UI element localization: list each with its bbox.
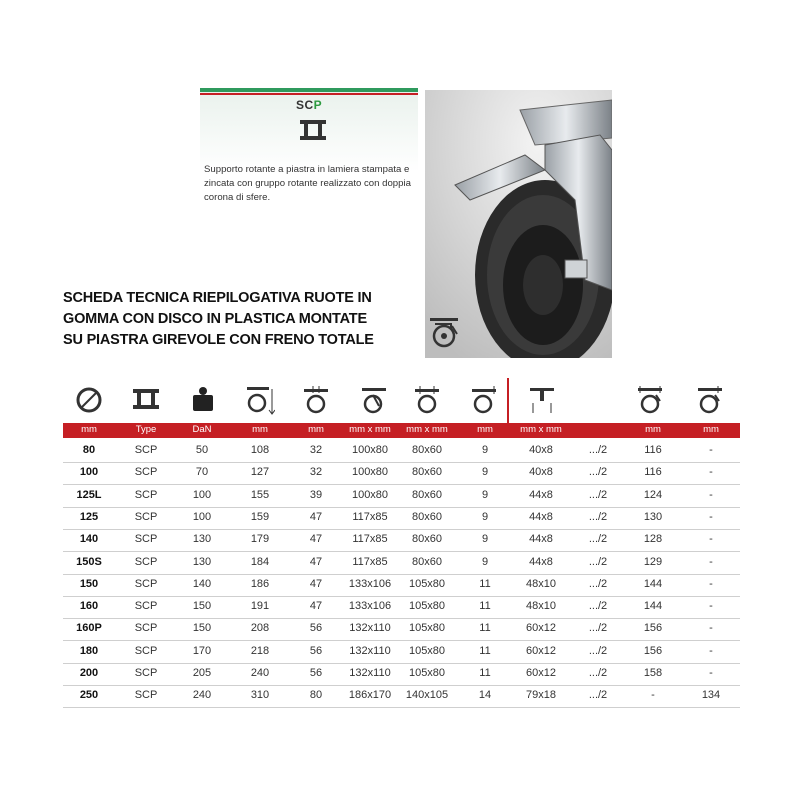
table-cell: 44x8 — [529, 510, 553, 523]
table-cell: 100x80 — [351, 466, 389, 479]
header-cell: DaN — [192, 424, 212, 435]
table-cell: 11 — [479, 644, 491, 657]
table-cell: - — [709, 667, 713, 679]
table-cell: 80 — [309, 689, 323, 702]
table-cell: 50 — [195, 444, 209, 456]
table-cell: 40x8 — [529, 444, 553, 456]
plate-size-icon — [360, 385, 390, 417]
wheel-size-cell: 160P — [76, 622, 102, 635]
table-cell: - — [709, 600, 713, 613]
table-cell: 9 — [481, 444, 489, 456]
table-cell: SCP — [134, 689, 158, 702]
table-cell: 47 — [309, 533, 323, 546]
table-cell: 60x12 — [526, 644, 556, 657]
table-cell: 44x8 — [529, 533, 553, 546]
table-row — [63, 685, 740, 708]
header-cell: mm x mm — [406, 424, 448, 435]
table-cell: 117x85 — [352, 533, 388, 546]
table-cell: 130 — [192, 533, 212, 546]
table-cell: .../2 — [588, 466, 608, 479]
table-cell: 9 — [481, 510, 489, 523]
table-cell: 40x8 — [529, 466, 553, 479]
header-cell: mm — [703, 424, 719, 435]
bolt-hole-icon — [527, 385, 557, 417]
wheel-size-cell: 80 — [82, 444, 96, 456]
table-cell: .../2 — [588, 444, 608, 456]
table-cell: 150 — [192, 600, 212, 613]
product-code — [296, 98, 322, 112]
table-cell: 11 — [479, 600, 491, 613]
table-cell: SCP — [134, 488, 158, 501]
table-cell: - — [709, 510, 713, 523]
table-cell: .../2 — [588, 510, 608, 523]
table-cell: .../2 — [588, 600, 608, 613]
table-cell: SCP — [134, 644, 158, 657]
brake-offset-icon — [696, 385, 726, 417]
table-cell: 11 — [479, 622, 491, 635]
table-cell: SCP — [134, 533, 158, 546]
table-cell: 100x80 — [351, 488, 389, 501]
wheel-size-cell: 250 — [79, 689, 99, 702]
table-cell: 105x80 — [408, 667, 446, 679]
table-cell: 100 — [192, 488, 212, 501]
header-cell: Type — [135, 424, 157, 435]
table-cell: 132x110 — [349, 644, 391, 657]
product-description: Supporto rotante a piastra in lamiera stampata e zincata con gruppo rotante realizzato con doppia corona di sfere. — [204, 164, 411, 203]
table-row — [63, 485, 740, 508]
table-cell: 127 — [250, 466, 270, 479]
table-cell: 240 — [250, 667, 270, 679]
table-cell: 129 — [643, 555, 663, 568]
table-cell: 47 — [309, 600, 323, 613]
table-cell: 47 — [309, 510, 323, 523]
table-cell: 155 — [250, 488, 270, 501]
table-cell: .../2 — [588, 577, 608, 590]
header-cell: mm x mm — [349, 424, 391, 435]
sheet-title-line-2: GOMMA CON DISCO IN PLASTICA MONTATE — [63, 311, 367, 327]
table-cell: 9 — [481, 533, 489, 546]
wheel-size-cell: 150S — [76, 555, 102, 568]
table-cell: 158 — [643, 667, 663, 679]
table-row — [63, 507, 740, 530]
table-cell: 105x80 — [408, 577, 446, 590]
table-cell: 44x8 — [529, 488, 553, 501]
table-cell: 156 — [643, 644, 663, 657]
column-separator — [507, 378, 509, 424]
wheel-size-cell: 150 — [79, 577, 99, 590]
table-cell: 150 — [192, 622, 212, 635]
table-cell: 47 — [309, 577, 323, 590]
table-row — [63, 663, 740, 686]
table-cell: 70 — [195, 466, 209, 479]
table-cell: 117x85 — [352, 510, 388, 523]
table-cell: 124 — [643, 488, 663, 501]
table-header — [63, 423, 740, 438]
table-cell: - — [709, 488, 713, 501]
table-cell: 56 — [309, 622, 323, 635]
table-cell: .../2 — [588, 555, 608, 568]
table-row — [63, 574, 740, 597]
header-cell: mm — [308, 424, 324, 435]
table-cell: 11 — [479, 667, 491, 679]
table-cell: 134 — [701, 689, 721, 702]
header-cell: mm — [477, 424, 493, 435]
table-cell: 116 — [644, 444, 662, 456]
table-cell: - — [709, 466, 713, 479]
table-cell: 179 — [250, 533, 270, 546]
table-cell: 128 — [643, 533, 663, 546]
table-cell: 47 — [309, 555, 323, 568]
table-cell: 60x12 — [526, 667, 556, 679]
table-cell: 191 — [250, 600, 270, 613]
table-cell: SCP — [134, 510, 158, 523]
table-cell: - — [709, 577, 713, 590]
wheel-size-cell: 200 — [79, 667, 99, 679]
table-cell: .../2 — [588, 689, 608, 702]
table-cell: 9 — [481, 488, 489, 501]
table-cell: - — [709, 644, 713, 657]
table-cell: 186x170 — [348, 689, 392, 702]
total-brake-icon — [427, 314, 463, 350]
table-cell: 186 — [250, 577, 270, 590]
table-cell: 170 — [192, 644, 212, 657]
table-row — [63, 596, 740, 619]
table-cell: - — [651, 689, 655, 702]
table-cell: 100x80 — [351, 444, 389, 456]
sheet-title-line-1: SCHEDA TECNICA RIEPILOGATIVA RUOTE IN — [63, 290, 372, 306]
table-cell: 39 — [309, 488, 323, 501]
table-cell: 48x10 — [526, 600, 556, 613]
table-cell: 205 — [192, 667, 212, 679]
green-top-bar — [200, 88, 418, 92]
wheel-size-cell: 125 — [79, 510, 99, 523]
table-cell: - — [709, 555, 713, 568]
sheet-title-line-3: SU PIASTRA GIREVOLE CON FRENO TOTALE — [63, 332, 374, 348]
table-cell: SCP — [134, 622, 158, 635]
table-cell: SCP — [134, 444, 158, 456]
table-cell: 80x60 — [412, 466, 442, 479]
table-cell: SCP — [134, 466, 158, 479]
table-row — [63, 440, 740, 463]
wheel-size-cell: 160 — [79, 600, 99, 613]
wheel-size-cell: 140 — [79, 533, 99, 546]
table-cell: 56 — [309, 644, 323, 657]
table-cell: 9 — [481, 466, 489, 479]
hole-spacing-icon — [413, 385, 443, 417]
table-cell: 159 — [250, 510, 270, 523]
wheel-diameter-icon — [74, 385, 104, 415]
red-top-rule — [200, 93, 418, 95]
table-cell: - — [709, 444, 713, 456]
table-cell: 130 — [192, 555, 212, 568]
table-cell: 140x105 — [405, 689, 449, 702]
table-cell: .../2 — [588, 622, 608, 635]
table-cell: 144 — [643, 577, 663, 590]
overall-height-icon — [245, 385, 275, 417]
table-cell: 156 — [643, 622, 663, 635]
table-cell: 80x60 — [412, 533, 442, 546]
wheel-size-cell: 100 — [79, 466, 99, 479]
plate-type-icon — [131, 387, 161, 411]
table-cell: 310 — [250, 689, 270, 702]
table-cell: 108 — [250, 444, 270, 456]
product-code-accent: P — [313, 98, 323, 112]
table-cell: 56 — [309, 667, 323, 679]
table-cell: - — [709, 533, 713, 546]
table-cell: SCP — [134, 555, 158, 568]
wheel-size-cell: 180 — [79, 644, 99, 657]
table-cell: 132x110 — [349, 667, 391, 679]
table-cell: 218 — [250, 644, 270, 657]
table-cell: 32 — [309, 444, 323, 456]
table-cell: 133x106 — [348, 577, 392, 590]
table-cell: .../2 — [588, 488, 608, 501]
table-cell: 60x12 — [526, 622, 556, 635]
table-cell: 116 — [644, 466, 662, 479]
load-weight-icon — [190, 385, 216, 415]
table-cell: 130 — [643, 510, 663, 523]
table-cell: 100 — [192, 510, 212, 523]
table-cell: 80x60 — [412, 444, 442, 456]
table-cell: 132x110 — [349, 622, 391, 635]
table-cell: 240 — [192, 689, 212, 702]
table-cell: SCP — [134, 577, 158, 590]
header-cell: mm — [645, 424, 661, 435]
table-row — [63, 641, 740, 664]
table-cell: 44x8 — [529, 555, 553, 568]
table-cell: 208 — [250, 622, 270, 635]
sheet-title — [63, 288, 423, 351]
wheel-width-icon — [302, 385, 332, 417]
table-row — [63, 552, 740, 575]
table-cell: .../2 — [588, 533, 608, 546]
table-cell: 80x60 — [412, 510, 442, 523]
table-cell: - — [709, 622, 713, 635]
table-cell: 79x18 — [526, 689, 556, 702]
table-row — [63, 529, 740, 552]
table-cell: 14 — [478, 689, 492, 702]
table-cell: 117x85 — [352, 555, 388, 568]
table-cell: 9 — [481, 555, 489, 568]
table-cell: 105x80 — [408, 644, 446, 657]
header-cell: mm — [252, 424, 268, 435]
table-cell: 11 — [479, 577, 491, 590]
table-cell: SCP — [134, 600, 158, 613]
table-cell: 140 — [192, 577, 212, 590]
table-cell: .../2 — [588, 667, 608, 679]
table-cell: SCP — [134, 667, 158, 679]
table-cell: 48x10 — [526, 577, 556, 590]
wheel-size-cell: 125L — [76, 488, 102, 501]
table-cell: 133x106 — [348, 600, 392, 613]
table-cell: 105x80 — [408, 622, 446, 635]
header-cell: mm — [81, 424, 97, 435]
brake-height-icon — [636, 385, 666, 417]
table-cell: 80x60 — [412, 488, 442, 501]
hole-diameter-icon — [470, 385, 500, 417]
table-cell: 80x60 — [412, 555, 442, 568]
table-cell: 32 — [309, 466, 323, 479]
product-code-main: SC — [296, 98, 314, 112]
table-cell: 105x80 — [408, 600, 446, 613]
header-cell: mm x mm — [520, 424, 562, 435]
table-row — [63, 618, 740, 641]
table-cell: 184 — [250, 555, 270, 568]
swivel-plate-icon — [298, 118, 328, 142]
table-cell: 144 — [643, 600, 663, 613]
table-row — [63, 462, 740, 485]
table-cell: .../2 — [588, 644, 608, 657]
